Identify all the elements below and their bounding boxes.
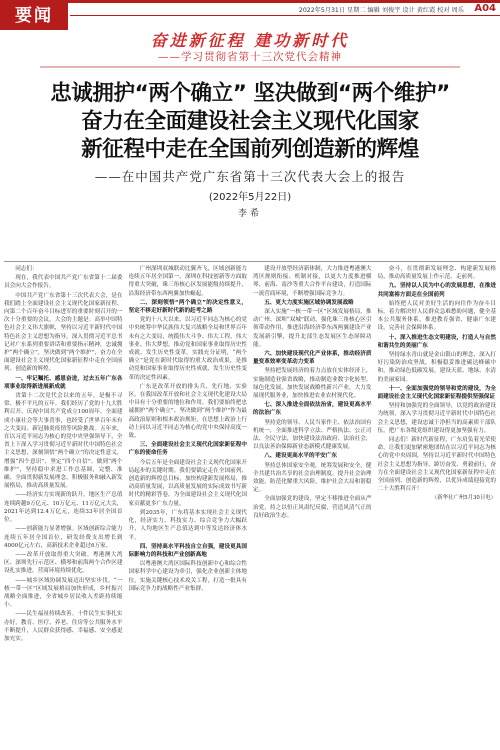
paragraph: 全面加强党的建设，坚定不移推进全面从严治党，持之以恒正风肃纪反腐，营造风清气正的良好政治生态。: [253, 496, 372, 519]
headline-line-1: 忠诚拥护“两个确立” 坚决做到“两个维护”: [50, 81, 450, 106]
section-subhead: 六、加快建设现代化产业体系，推动经济质量变革效率变革动力变革: [253, 351, 372, 366]
paragraph: 广州深圳双城联动比翼齐飞，区域创新能力连续五年居全国第一，深圳在科技创新等方面取得重大突破，珠三角核心区发展能级持续提升，沿海经济带东西两翼加快崛起。: [128, 266, 247, 297]
paragraph: 建设开放型经济新体制，大力推进粤港澳大湾区规则衔接、机制对接，以更大力度推进横琴、前海、南沙等重大合作平台建设，打造国际一流营商环境，不断增强国际竞争力。: [253, 266, 372, 297]
article-body: [4, 265, 496, 748]
paragraph: 省第十二次党代会以来的五年，是极不寻常、极不平凡的五年。我们经历了党的十九大胜利召开、庆祝中国共产党成立100周年、全面建成小康社会等大事喜事，也经受了世界百年未有之大变局、新冠肺炎疫情等风险挑战。五年来，在以习近平同志为核心的党中央坚强领导下，全省上下深入学习贯彻习近平新时代中国特色社会主义思想，深刻领悟“两个确立”的决定性意义，增强“四个意识”、坚定“四个自信”、做到“两个维护”，坚持稳中求进工作总基调，完整、准确、全面贯彻新发展理念，积极服务和融入新发展格局，推动高质量发展。: [4, 393, 123, 490]
paragraph: ——民生福祉持续改善。十件民生实事扎实办好，教育、医疗、养老、住房等公共服务水平不断提升，人民群众获得感、幸福感、安全感更加充实。: [4, 611, 123, 642]
paragraph: ——城乡区域协调发展迈出坚实步伐。“一核一带一区”区域发展格局加快形成，乡村振兴战略全面推进，全省城乡居民收入差距持续缩小。: [4, 577, 123, 609]
section-subhead: 十一、全面加强党的领导和党的建设，为全面建设社会主义现代化国家新征程提供坚强保证: [377, 385, 496, 401]
article-column: [129, 265, 248, 748]
paragraph: 坚持和加强党的全面领导，以党的政治建设为统领，深入学习贯彻习近平新时代中国特色社会主义思想，建设忠诚干净担当的高素质干部队伍，把广东各级党组织建设得更加坚强有力。: [377, 403, 496, 434]
report-date: (2022年5月22日): [208, 192, 292, 203]
paragraph: 以粤港澳大湾区国际科技创新中心和综合性国家科学中心建设为牵引，强化企业创新主体地位，实施关键核心技术攻关工程，打造一批具有国际竞争力的战略性产业集群。: [128, 561, 247, 592]
paragraph: 广东是改革开放的排头兵、先行地、实验区，在我国改革开放和社会主义现代化建设大局中具有十分重要的地位和作用。我们要始终把忠诚拥护“两个确立”、坚决做到“两个维护”作为最高政治原则和根本政治规矩，在思想上政治上行动上同以习近平同志为核心的党中央保持高度一致。: [128, 383, 247, 440]
dateline: （新华社广州5月30日电）: [431, 495, 496, 502]
article-column: [4, 265, 123, 748]
paragraph: ——改革开放取得重大突破。粤港澳大湾区、深圳先行示范区、横琴和前海两个合作区建设扎实推进，营商环境持续优化。: [4, 551, 123, 575]
headline-line-3: 新征程中走在全国前列创造新的辉煌: [81, 137, 419, 162]
headline-rule: [4, 261, 496, 262]
paragraph: 始终把人民对美好生活的向往作为奋斗目标，着力解决好人民群众急难愁盼问题，健全基本公共服务体系，推进教育强省、健康广东建设，完善社会保障体系。: [377, 300, 496, 332]
byline: 李希: [237, 209, 262, 219]
masthead-rule: [70, 15, 500, 16]
section-subhead: 二、深刻领悟“两个确立”的决定性意义，坚定不移走好新时代新的赶考之路: [128, 299, 247, 315]
paragraph: ——创新能力显著增强。区域创新综合能力连续五年居全国首位，研发经费支出增长到4000亿元左右，高新技术企业超过6万家。: [4, 526, 123, 549]
section-subhead: 四、坚持高水平科技自立自强，建设更具国际影响力的科技和产业创新高地: [128, 543, 247, 558]
banner-subtitle: ——学习贯彻省第十三次党代会精神: [158, 51, 342, 63]
section-subhead: 一、牢记嘱托、感恩奋进，过去五年广东各项事业取得新进展新成就: [4, 375, 123, 390]
theme-banner: [40, 28, 460, 68]
issue-line: 2022年5月31日 星期二 编辑 刘俊宇 设计 黄红霞 校对 周乐: [298, 7, 464, 14]
banner-slogan: 奋进新征程 建功新时代: [150, 31, 350, 50]
top-red-line: [0, 0, 500, 3]
article-column: [253, 265, 372, 748]
headline-kicker: ——在中国共产党广东省第十三次代表大会上的报告: [94, 169, 406, 184]
paragraph: 坚持总体国家安全观，统筹发展和安全，健全共建共治共享的社会治理制度，提升社会治理效能，防范化解重大风险，维护社会大局和谐稳定。: [253, 462, 372, 494]
page-number: A04: [474, 3, 496, 14]
paragraph: 坚持党的领导、人民当家作主、依法治国有机统一，全面推进科学立法、严格执法、公正司法、全民守法，加快建设法治政府、法治社会，以良法善治保障新业态新模式健康发展。: [253, 419, 372, 451]
section-subhead: 七、深入推进全面依法治省，建设更高水平的法治广东: [253, 402, 372, 417]
paragraph: 党的十八大以来，以习近平同志为核心的党中央统筹中华民族伟大复兴战略全局和世界百年未有之大变局，统揽伟大斗争、伟大工程、伟大事业、伟大梦想，推动党和国家事业取得历史性成就、发生历史性变革。实践充分证明，“两个确立”是党在新时代取得的重大政治成果，是推动党和国家事业取得历史性成就、发生历史性变革的决定性因素。: [128, 317, 247, 381]
headline-block: [0, 80, 500, 219]
paragraph: 坚持绿水青山就是金山银山的理念，深入打好污染防治攻坚战，积极稳妥推进碳达峰碳中和，推动绿色低碳发展，建设天蓝、地绿、水清的美丽家园。: [377, 352, 496, 383]
paragraph: 坚持把发展经济的着力点放在实体经济上，实施制造业强省战略，推动制造业数字化转型、绿色化发展，加快发展战略性新兴产业，大力发展现代服务业，加快推进农业农村现代化。: [253, 368, 372, 400]
section-tag: 要闻: [0, 3, 68, 30]
paragraph: 奋斗，在贯彻新发展理念、构建新发展格局、推动高质量发展上作示范、走前列。: [377, 266, 496, 281]
paragraph: 深入实施“一核一带一区”区域发展格局，推动广州、深圳“双城”联动，强化珠三角核心区引领带动作用，推进沿海经济带东西两翼建设产业发展新引擎，提升北部生态发展区生态屏障功能。: [253, 309, 372, 348]
paragraph: 现在，我代表中国共产党广东省第十二届委员会向大会作报告。: [4, 275, 123, 290]
section-subhead: 九、坚持以人民为中心的发展思想，在推进共同富裕方面走在全国前列: [377, 283, 496, 298]
paragraph: 中国共产党广东省第十三次代表大会，是在我们踏上全面建设社会主义现代化国家新征程、向第二个百年奋斗目标进军的重要时刻召开的一次十分重要的会议。大会的主题是：高举中国特色社会主义伟大旗帜，坚持以习近平新时代中国特色社会主义思想为指导，深入贯彻习近平总书记对广东系列重要讲话和重要指示精神，忠诚拥护“两个确立”，坚决做到“两个维护”，奋力在全面建设社会主义现代化国家新征程中走在全国前列、创造新的辉煌。: [4, 292, 123, 373]
paragraph: 到2035年，广东将基本实现社会主义现代化，经济实力、科技实力、综合竞争力大幅跃升，人均地区生产总值达到中等发达经济体水平。: [128, 509, 247, 541]
headline-line-2: 奋力在全面建设社会主义现代化国家: [81, 109, 419, 134]
banner-decoration: [40, 66, 460, 68]
article-column: [378, 265, 497, 748]
section-subhead: 十、深入推进生态文明建设，打造人与自然和谐共生的美丽广东: [377, 334, 496, 349]
paragraph: 今后五年是全面建设社会主义现代化国家开局起步的关键时期。我们要锚定走在全国前列、创造新的辉煌总目标，加快构建新发展格局，推动高质量发展，以高质量发展的实际成效书写新时代的精彩答卷，为全面建设社会主义现代化国家贡献更多广东力量。: [128, 459, 247, 507]
paragraph: ——经济实力实现新的跃升。地区生产总值连续跨越9万亿元、10万亿元、11万亿元大关，2021年达到12.4万亿元，连续33年居全国首位。: [4, 492, 123, 524]
paragraph: 同志们：: [15, 266, 38, 272]
section-subhead: 三、全面建设社会主义现代化国家新征程中广东的使命任务: [128, 442, 247, 457]
section-subhead: 五、更大力度实施区域协调发展战略: [264, 299, 354, 306]
paragraph: 同志们！新时代新征程，广东肩负着光荣使命。让我们更加紧密地团结在以习近平同志为核心的党中央周围，坚持以习近平新时代中国特色社会主义思想为指导，踔厉奋发、勇毅前行，奋力在全面建设社会主义现代化国家新征程中走在全国前列、创造新的辉煌，以优异成绩迎接党的二十大胜利召开！: [377, 437, 496, 493]
section-subhead: 八、建设更高水平的平安广东: [264, 453, 337, 460]
